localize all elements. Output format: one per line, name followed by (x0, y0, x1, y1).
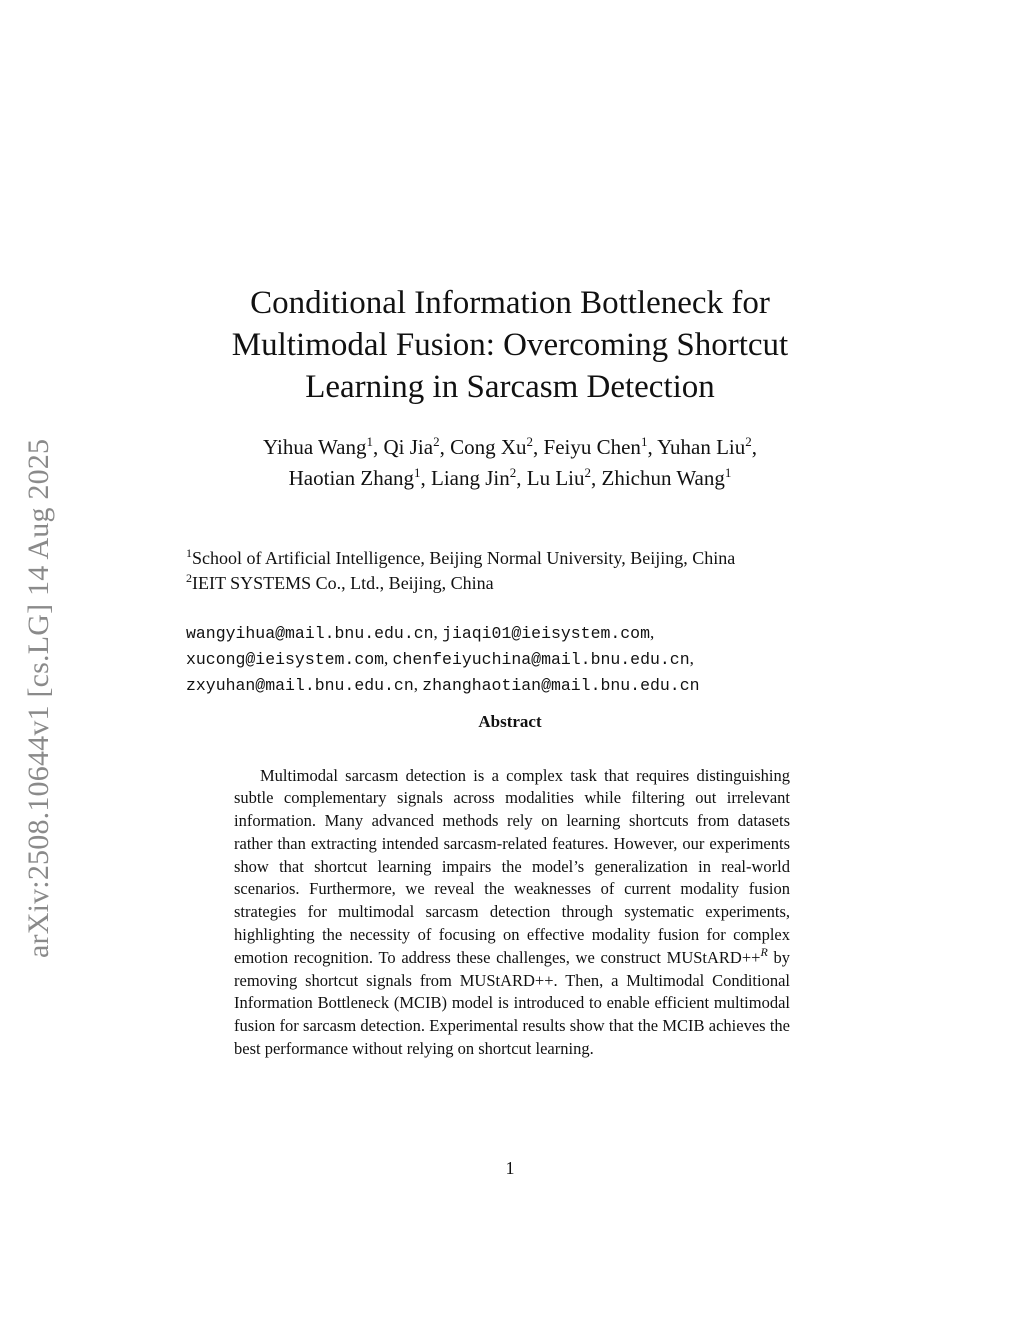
email-line: xucong@ieisystem.com, chenfeiyuchina@mail.bnu.edu.cn, (186, 649, 694, 669)
author-name: Lu Liu (526, 466, 585, 490)
title-line: Conditional Information Bottleneck for (250, 285, 770, 321)
email-address[interactable]: jiaqi01@ieisystem.com (442, 624, 650, 643)
arxiv-identifier-stamp: arXiv:2508.10644v1 [cs.LG] 14 Aug 2025 (22, 438, 55, 958)
author-name: Qi Jia (383, 435, 434, 459)
affiliation-line (186, 546, 735, 571)
author-name: Liang Jin (431, 466, 510, 490)
author-name: Yihua Wang (263, 435, 367, 459)
affiliation-mark: 1 (640, 434, 648, 449)
affiliation-mark: 2 (526, 434, 534, 449)
author-line: Yihua Wang$^1$, Qi Jia$^2$, Cong Xu$^2$, Feiyu Chen$^1$, Yuhan Liu$^2$, (263, 434, 757, 459)
affiliation-mark: 2 (433, 434, 440, 449)
email-line: wangyihua@mail.bnu.edu.cn, jiaqi01@ieisystem.com, (186, 623, 655, 643)
affiliation-text: School of Artificial Intelligence, Beijing Normal University, Beijing, China (192, 548, 736, 568)
email-address[interactable]: zxyuhan@mail.bnu.edu.cn (186, 676, 414, 695)
abstract-body (234, 765, 790, 1061)
email-address[interactable]: zhanghaotian@mail.bnu.edu.cn (422, 676, 700, 695)
paper-title (150, 282, 870, 408)
affiliation-mark: 2 (186, 571, 192, 585)
email-address[interactable]: chenfeiyuchina@mail.bnu.edu.cn (392, 650, 690, 669)
title-line: Multimodal Fusion: Overcoming Shortcut (231, 327, 789, 363)
affiliation-mark: 1 (366, 434, 373, 449)
author-list (150, 432, 870, 494)
page-number: 1 (505, 1158, 515, 1178)
affiliation-text: IEIT SYSTEMS Co., Ltd., Beijing, China (192, 573, 494, 593)
author-name: Zhichun Wang (601, 466, 725, 490)
affiliations (186, 546, 735, 596)
author-name: Haotian Zhang (288, 466, 415, 490)
affiliation-mark: 1 (724, 465, 732, 480)
affiliation-line (186, 571, 735, 596)
superscript-r: R (760, 944, 768, 959)
email-list (186, 620, 700, 698)
email-address[interactable]: xucong@ieisystem.com (186, 650, 385, 669)
author-name: Feiyu Chen (543, 435, 641, 459)
abstract-heading: Abstract (478, 712, 542, 731)
affiliation-mark: 1 (414, 465, 421, 480)
affiliation-mark: 2 (584, 465, 592, 480)
abstract-text: Multimodal sarcasm detection is a complex task that requires distinguishing subtle complementary signals across modalities while filtering out irrelevant information. Many advanced methods rely on learning shortcuts from datasets rather than extracting intended sarcasm-related features. However, our experiments show that shortcut learning impairs the model’s generalization in real-world scenarios. Furthermore, we reveal the weaknesses of current modality fusion strategies for multimodal sarcasm detection through systematic experiments, highlighting the necessity of focusing on effective modality fusion for complex emotion recognition. To address these challenges, we construct MUStARD++ (234, 765, 790, 967)
author-line: Haotian Zhang$^1$, Liang Jin$^2$, Lu Liu$^2$, Zhichun Wang$^1$ (288, 465, 732, 490)
author-name: Cong Xu (450, 435, 527, 459)
title-line: Learning in Sarcasm Detection (305, 369, 715, 405)
email-line: zxyuhan@mail.bnu.edu.cn, zhanghaotian@mail.bnu.edu.cn (186, 675, 700, 695)
author-name: Yuhan Liu (657, 435, 746, 459)
affiliation-mark: 2 (745, 434, 752, 449)
affiliation-mark: 1 (186, 546, 192, 560)
affiliation-mark: 2 (509, 465, 517, 480)
abstract-text: by removing shortcut signals from MUStARD++. Then, a Multimodal Conditional Information Bottleneck (MCIB) model is introduced to enable efficient multimodal fusion for sarcasm detection. Experimental results show that the MCIB achieves the best performance without relying on shortcut learning. (234, 947, 791, 1059)
email-address[interactable]: wangyihua@mail.bnu.edu.cn (186, 624, 434, 643)
